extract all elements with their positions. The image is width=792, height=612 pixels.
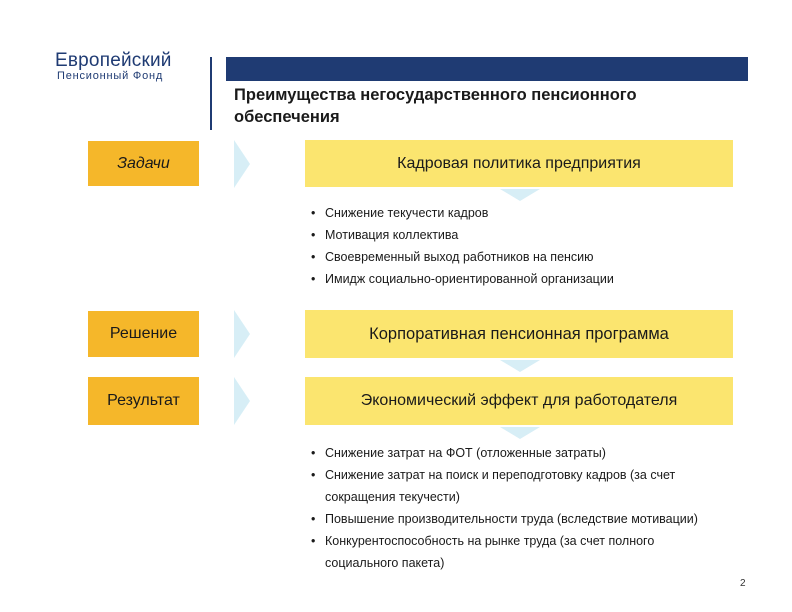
list-item: • Мотивация коллектива [311, 224, 731, 246]
tasks-bullets [311, 202, 731, 290]
tasks-arrow-right [234, 140, 250, 193]
arrow-right-icon [234, 140, 250, 188]
result-bullets [311, 442, 771, 574]
solution-box-text: Корпоративная пенсионная программа [369, 324, 669, 343]
arrow-right-icon [234, 310, 250, 358]
list-item: • Снижение затрат на ФОТ (отложенные затраты) [311, 442, 771, 464]
arrow-right-icon [234, 377, 250, 425]
arrow-down-icon [500, 360, 540, 372]
logo-subtitle: Пенсионный Фонд [57, 70, 164, 82]
tasks-label [88, 141, 199, 186]
page-number: 2 [740, 578, 746, 589]
result-box [305, 377, 733, 425]
list-item: • Снижение затрат на поиск и переподготовку кадров (за счет сокращения текучести) [311, 464, 771, 508]
slide-title [234, 84, 734, 128]
arrow-down-icon [500, 189, 540, 201]
solution-box [305, 310, 733, 358]
list-item: • Повышение производительности труда (вследствие мотивации) [311, 508, 771, 530]
solution-arrow-down [500, 359, 540, 377]
list-item: • Имидж социально-ориентированной организации [311, 268, 731, 290]
result-box-text: Экономический эффект для работодателя [360, 392, 678, 409]
slide-title-line1: Преимущества негосударственного пенсионного [234, 86, 637, 104]
list-item: • Своевременный выход работников на пенсию [311, 246, 731, 268]
solution-label-text: Решение [109, 325, 178, 342]
list-item: • Снижение текучести кадров [311, 202, 731, 224]
result-label-text: Результат [107, 392, 180, 409]
tasks-label-text: Задачи [117, 154, 170, 172]
result-label [88, 377, 199, 425]
list-item: • Конкурентоспособность на рынке труда (за счет полного социального пакета) [311, 530, 771, 574]
solution-label [88, 311, 199, 357]
solution-arrow-right [234, 310, 250, 363]
header-bar [226, 57, 748, 81]
tasks-box [305, 140, 733, 187]
arrow-down-icon [500, 427, 540, 439]
logo-title: Европейский [55, 50, 172, 71]
result-arrow-right [234, 377, 250, 430]
header-divider [210, 57, 212, 130]
tasks-box-text: Кадровая политика предприятия [397, 154, 641, 172]
slide-title-line2: обеспечения [234, 108, 340, 126]
